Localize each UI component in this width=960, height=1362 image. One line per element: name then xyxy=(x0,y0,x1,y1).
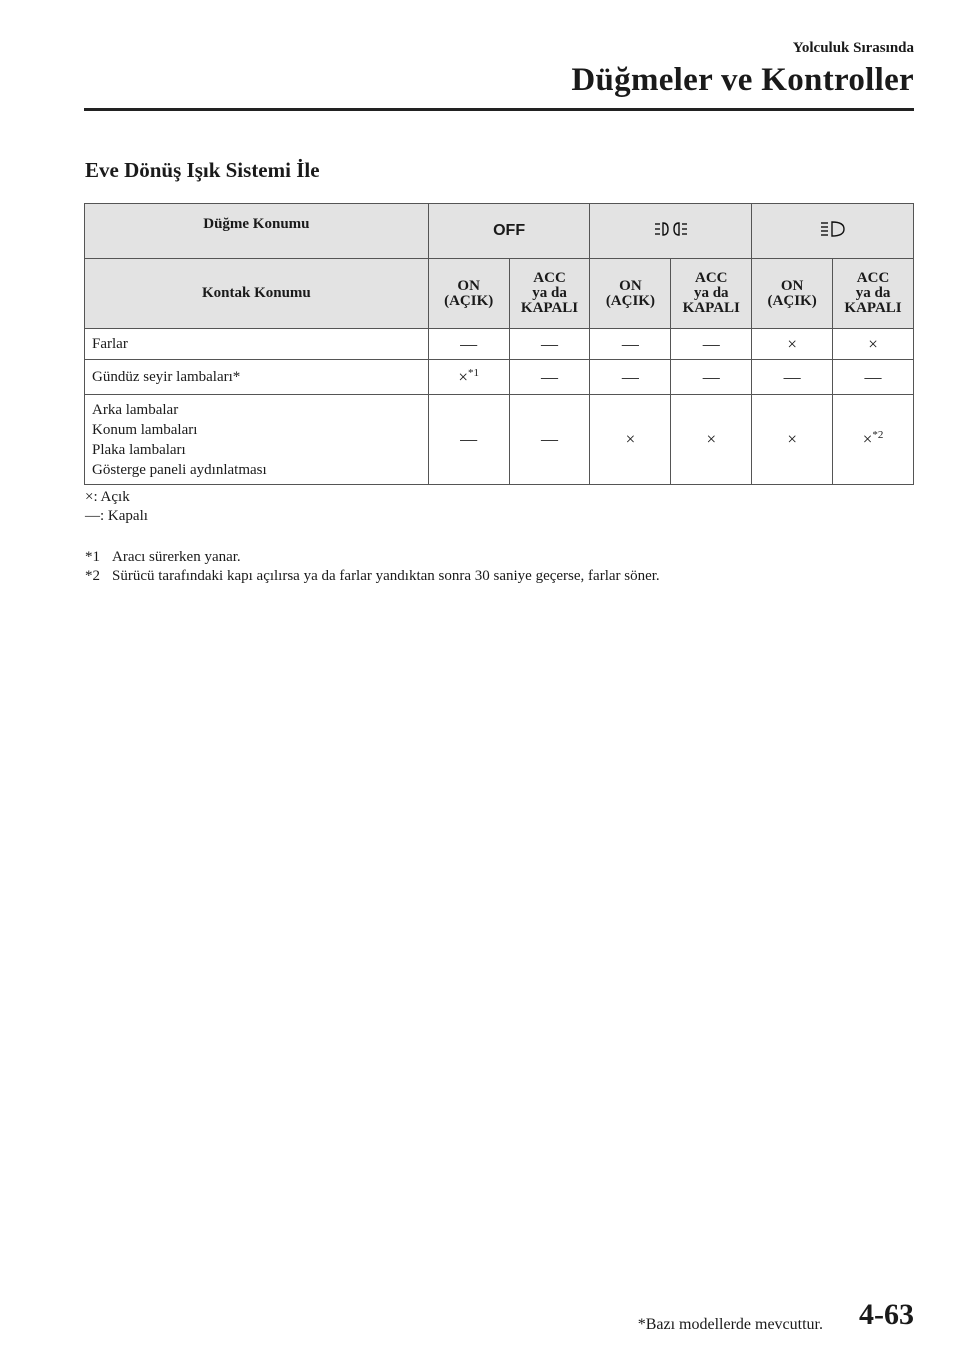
ignition-cell: ON (AÇIK) xyxy=(590,259,671,329)
ignition-cell: ON (AÇIK) xyxy=(428,259,509,329)
switch-position xyxy=(590,204,752,259)
switch-headlight xyxy=(752,204,914,259)
table-cell: — xyxy=(671,329,752,360)
footnote: *1 Aracı sürerken yanar. xyxy=(85,549,241,565)
legend-on: ×: Açık xyxy=(85,489,130,505)
table-cell: × xyxy=(752,395,833,485)
switch-row xyxy=(85,204,914,259)
table-cell: — xyxy=(509,395,590,485)
lighting-table xyxy=(84,203,914,485)
table-cell: × xyxy=(590,395,671,485)
table-cell: — xyxy=(833,360,914,395)
ignition-cell: ACC ya da KAPALI xyxy=(509,259,590,329)
row-label: Farlar xyxy=(85,329,429,360)
ignition-row xyxy=(85,259,914,329)
footnotes xyxy=(85,548,660,586)
table-row xyxy=(85,360,914,395)
availability-note: *Bazı modellerde mevcuttur. xyxy=(637,1316,823,1333)
page-heading: Eve Dönüş Işık Sistemi İle xyxy=(85,158,320,182)
table-row xyxy=(85,329,914,360)
row-label: Gündüz seyir lambaları* xyxy=(85,360,429,395)
ignition-cell: ON (AÇIK) xyxy=(752,259,833,329)
legend xyxy=(85,488,148,526)
ignition-cell: ACC ya da KAPALI xyxy=(671,259,752,329)
table-cell: — xyxy=(428,395,509,485)
footnote: *2 Sürücü tarafındaki kapı açılırsa ya da farlar yandıktan sonra 30 saniye geçerse, farlar söner. xyxy=(85,568,660,584)
table-cell: × xyxy=(833,329,914,360)
table-cell: ×$^{*1}$ xyxy=(428,360,509,395)
ignition-cell: ACC ya da KAPALI xyxy=(833,259,914,329)
section-title: Düğmeler ve Kontroller xyxy=(571,62,914,98)
headlight-icon xyxy=(820,220,846,238)
table-cell: — xyxy=(590,329,671,360)
switch-label: Düğme Konumu xyxy=(85,204,429,259)
row-label: Arka lambalar Konum lambaları Plaka lambaları Gösterge paneli aydınlatması xyxy=(85,395,429,485)
table-cell: × xyxy=(752,329,833,360)
table-cell: × xyxy=(671,395,752,485)
table-cell: — xyxy=(428,329,509,360)
header-rule xyxy=(84,108,914,111)
table-row xyxy=(85,395,914,485)
chapter-title: Yolculuk Sırasında xyxy=(792,40,914,56)
legend-off: —: Kapalı xyxy=(85,508,148,524)
table-cell: — xyxy=(590,360,671,395)
switch-off: OFF xyxy=(428,204,590,259)
table-cell: — xyxy=(509,360,590,395)
ignition-label: Kontak Konumu xyxy=(85,259,429,329)
parking-light-icon xyxy=(654,220,688,238)
table-cell: — xyxy=(671,360,752,395)
table-cell: ×$^{*2}$ xyxy=(833,395,914,485)
page-number: 4-63 xyxy=(859,1298,914,1331)
table-cell: — xyxy=(752,360,833,395)
table-cell: — xyxy=(509,329,590,360)
